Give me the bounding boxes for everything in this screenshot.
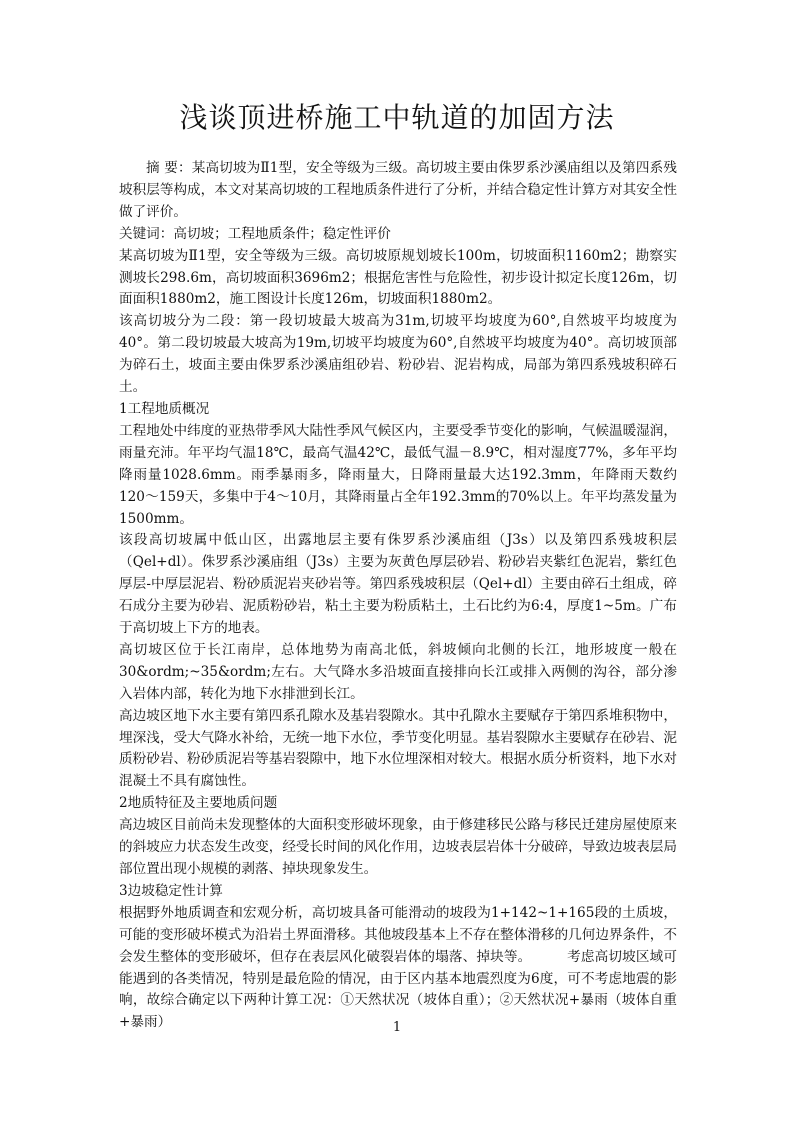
paragraph: 某高切坡为Ⅱ1型，安全等级为三级。高切坡原规划坡长100m，切坡面积1160m2；勘察实测坡长298.6m，高切坡面积3696m2；根据危害性与危险性，初步设计拟定长度126m，切面面积1880m2，施工图设计长度126m，切坡面积1880m2。: [119, 247, 677, 308]
section-heading: 1工程地质概况: [119, 400, 210, 417]
section-heading: 2地质特征及主要地质问题: [119, 795, 278, 812]
paragraph: 高切坡区位于长江南岸，总体地势为南高北低，斜坡倾向北侧的长江，地形坡度一般在30&ordm;~35&ordm;左右。大气降水多沿坡面直接排向长江或排入两侧的沟谷，部分渗入岩体内部，转化为地下水排泄到长江。: [119, 641, 677, 702]
document-title: 浅谈顶进桥施工中轨道的加固方法: [179, 101, 615, 134]
page-number: 1: [392, 1020, 402, 1035]
paragraph: 工程地处中纬度的亚热带季风大陆性季风气候区内，主要受季节变化的影响，气候温暖湿润，雨量充沛。年平均气温18℃，最高气温42℃，最低气温－8.9℃，相对湿度77%，多年平均降雨量1028.6mm。雨季暴雨多，降雨量大，日降雨量最大达192.3mm，年降雨天数约120～159天，多集中于4～10月，其降雨量占全年192.3mm的70%以上。年平均蒸发量为1500mm。: [119, 422, 677, 527]
abstract: 摘 要：某高切坡为Ⅱ1型，安全等级为三级。高切坡主要由侏罗系沙溪庙组以及第四系残坡积层等构成，本文对某高切坡的工程地质条件进行了分析，并结合稳定性计算方对其安全性做了评价。: [119, 160, 677, 220]
keywords: 关键词：高切坡；工程地质条件；稳定性评价: [119, 225, 391, 242]
paragraph: 根据野外地质调查和宏观分析，高切坡具备可能滑动的坡段为1+142~1+165段的土质坡，可能的变形破坏模式为沿岩土界面滑移。其他坡段基本上不存在整体滑移的几何边界条件，不会发生整体的变形破坏，但存在表层风化破裂岩体的塌落、掉块等。 考虑高切坡区域可能遇到的各类情况，特别是最危险的情况，由于区内基本地震烈度为6度，可不考虑地震的影响，故综合确定以下两种计算工况：①天然状况（坡体自重）；②天然状况+暴雨（坡体自重+暴雨）: [119, 904, 677, 1031]
paragraph: 该高切坡分为二段：第一段切坡最大坡高为31m,切坡平均坡度为60°,自然坡平均坡度为40°。第二段切坡最大坡高为19m,切坡平均坡度为60°,自然坡平均坡度为40°。高切坡顶部为碎石土，坡面主要由侏罗系沙溪庙组砂岩、粉砂岩、泥岩构成，局部为第四系残坡积碎石土。: [119, 313, 677, 396]
paragraph: 该段高切坡属中低山区，出露地层主要有侏罗系沙溪庙组（J3s）以及第四系残坡积层（Qel+dl）。侏罗系沙溪庙组（J3s）主要为灰黄色厚层砂岩、粉砂岩夹紫红色泥岩，紫红色厚层-中厚层泥岩、粉砂质泥岩夹砂岩等。第四系残坡积层（Qel+dl）主要由碎石土组成，碎石成分主要为砂岩、泥质粉砂岩，粘土主要为粉质粘土，土石比约为6:4，厚度1~5m。广布于高切坡上下方的地表。: [119, 532, 677, 637]
document-body: [119, 158, 677, 1034]
paragraph: 高边坡区地下水主要有第四系孔隙水及基岩裂隙水。其中孔隙水主要赋存于第四系堆积物中，埋深浅，受大气降水补给，无统一地下水位，季节变化明显。基岩裂隙水主要赋存在砂岩、泥质粉砂岩、粉砂质泥岩等基岩裂隙中，地下水位埋深相对较大。根据水质分析资料，地下水对混凝土不具有腐蚀性。: [119, 707, 677, 790]
paragraph: 高边坡区目前尚未发现整体的大面积变形破坏现象，由于修建移民公路与移民迁建房屋使原来的斜坡应力状态发生改变，经受长时间的风化作用，边坡表层岩体十分破碎，导致边坡表层局部位置出现小规模的剥落、掉块现象发生。: [119, 817, 677, 877]
section-heading: 3边坡稳定性计算: [119, 882, 223, 899]
